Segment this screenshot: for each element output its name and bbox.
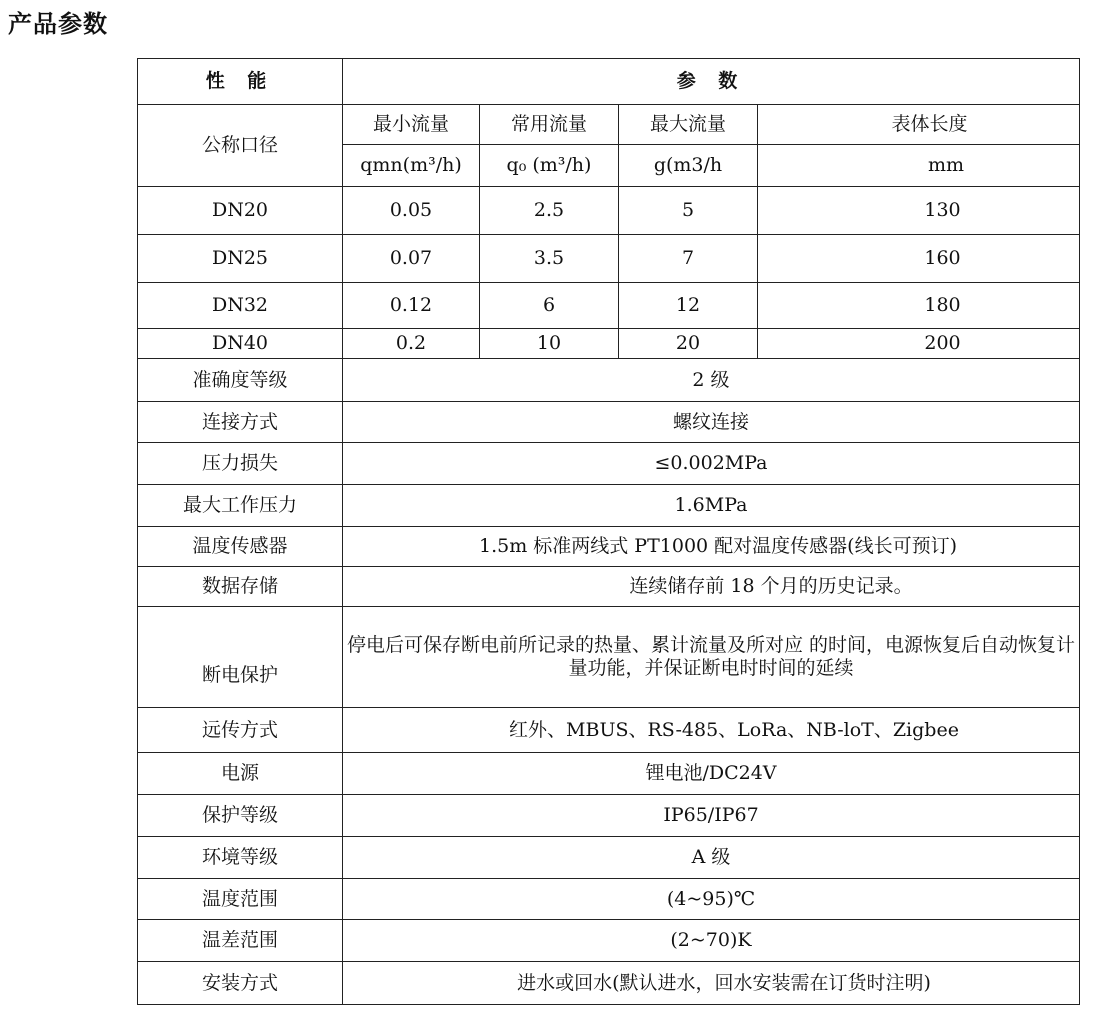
- table-row: [138, 329, 1080, 359]
- dn-cell: DN25: [138, 235, 343, 283]
- spec-row-accuracy: [138, 359, 1080, 402]
- spec-row-remote: [138, 708, 1080, 753]
- col-name-min: 最小流量: [343, 105, 480, 145]
- dn-cell: DN32: [138, 283, 343, 329]
- spec-row-power-off: [138, 607, 1080, 708]
- caliber-label: 公称口径: [138, 105, 343, 187]
- min-flow-cell: 0.12: [343, 283, 480, 329]
- spec-label: 最大工作压力: [138, 485, 343, 527]
- spec-value: (4~95)℃: [343, 879, 1080, 920]
- spec-row-max-pressure: [138, 485, 1080, 527]
- col-name-common: 常用流量: [480, 105, 619, 145]
- spec-value: 1.6MPa: [343, 485, 1080, 527]
- common-flow-cell: 2.5: [480, 187, 619, 235]
- common-flow-cell: 6: [480, 283, 619, 329]
- spec-label: 数据存储: [138, 567, 343, 607]
- spec-row-environment: [138, 837, 1080, 879]
- spec-value: 连续储存前 18 个月的历史记录。: [343, 567, 1080, 607]
- spec-value: IP65/IP67: [343, 795, 1080, 837]
- header-performance: 性 能: [138, 59, 343, 105]
- spec-label: 温差范围: [138, 920, 343, 962]
- max-flow-cell: 12: [619, 283, 758, 329]
- min-flow-cell: 0.07: [343, 235, 480, 283]
- common-flow-cell: 3.5: [480, 235, 619, 283]
- spec-row-pressure-loss: [138, 443, 1080, 485]
- table-header-row: [138, 59, 1080, 105]
- spec-value: 停电后可保存断电前所记录的热量、累计流量及所对应 的时间，电源恢复后自动恢复计量功能，并保证断电时时间的延续: [343, 607, 1080, 708]
- max-flow-cell: 20: [619, 329, 758, 359]
- spec-value: 进水或回水(默认进水，回水安装需在订货时注明): [343, 962, 1080, 1005]
- spec-value: 红外、MBUS、RS-485、LoRa、NB-loT、Zigbee: [343, 708, 1080, 753]
- spec-label: 电源: [138, 753, 343, 795]
- spec-value: (2~70)K: [343, 920, 1080, 962]
- table-row: [138, 187, 1080, 235]
- table-row: [138, 283, 1080, 329]
- spec-label: 环境等级: [138, 837, 343, 879]
- length-cell: 160: [758, 235, 1080, 283]
- col-unit-max: g(m3/h: [619, 145, 758, 187]
- spec-row-data-storage: [138, 567, 1080, 607]
- header-params: 参 数: [343, 59, 1080, 105]
- spec-value: 锂电池/DC24V: [343, 753, 1080, 795]
- col-name-length: 表体长度: [758, 105, 1080, 145]
- dn-cell: DN40: [138, 329, 343, 359]
- spec-label: 温度范围: [138, 879, 343, 920]
- col-name-max: 最大流量: [619, 105, 758, 145]
- caliber-header-row: [138, 105, 1080, 145]
- spec-row-power: [138, 753, 1080, 795]
- spec-row-temp-diff: [138, 920, 1080, 962]
- spec-row-protection: [138, 795, 1080, 837]
- spec-value: 2 级: [343, 359, 1080, 402]
- spec-label: 安装方式: [138, 962, 343, 1005]
- spec-row-install: [138, 962, 1080, 1005]
- max-flow-cell: 7: [619, 235, 758, 283]
- spec-label: 远传方式: [138, 708, 343, 753]
- spec-value: ≤0.002MPa: [343, 443, 1080, 485]
- max-flow-cell: 5: [619, 187, 758, 235]
- length-cell: 200: [758, 329, 1080, 359]
- spec-label: 温度传感器: [138, 527, 343, 567]
- spec-value: 螺纹连接: [343, 402, 1080, 443]
- spec-value: 1.5m 标准两线式 PT1000 配对温度传感器(线长可预订): [343, 527, 1080, 567]
- min-flow-cell: 0.05: [343, 187, 480, 235]
- spec-row-temp-sensor: [138, 527, 1080, 567]
- table-row: [138, 235, 1080, 283]
- spec-value: A 级: [343, 837, 1080, 879]
- min-flow-cell: 0.2: [343, 329, 480, 359]
- spec-label: 保护等级: [138, 795, 343, 837]
- col-unit-length: mm: [758, 145, 1080, 187]
- dn-cell: DN20: [138, 187, 343, 235]
- spec-label: 准确度等级: [138, 359, 343, 402]
- length-cell: 130: [758, 187, 1080, 235]
- spec-label: 连接方式: [138, 402, 343, 443]
- length-cell: 180: [758, 283, 1080, 329]
- spec-label: 压力损失: [138, 443, 343, 485]
- common-flow-cell: 10: [480, 329, 619, 359]
- spec-table: [137, 58, 1080, 1005]
- page-title: 产品参数: [8, 10, 108, 38]
- col-unit-min: qmn(m³/h): [343, 145, 480, 187]
- spec-row-temp-range: [138, 879, 1080, 920]
- spec-label: 断电保护: [138, 607, 343, 708]
- col-unit-common: q₀ (m³/h): [480, 145, 619, 187]
- spec-row-connection: [138, 402, 1080, 443]
